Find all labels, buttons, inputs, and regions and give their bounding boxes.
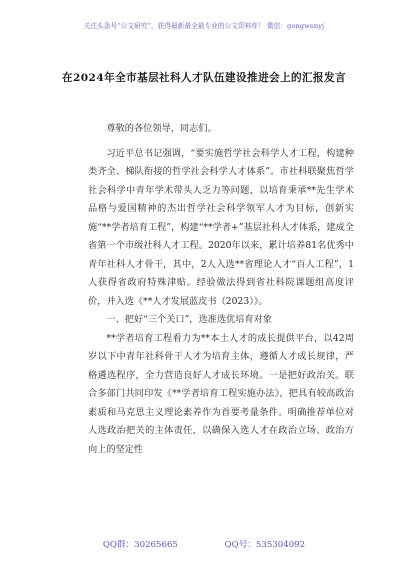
salutation: 尊敬的各位领导，同志们。 xyxy=(106,123,217,134)
section-heading-1: 一、把好“三个关口”，选准选优培育对象 xyxy=(106,314,272,325)
footer-contact xyxy=(0,538,408,550)
paragraph-section-1: **学者培育工程看力为**本土人才的成长提供平台，以42周岁以下中青年社科骨干人才为培育主体，遵循人才成长规律，严格遴选程序，全力营造良好人才成长环境。一是把好政治关。联合多部门共同印发《**学者培育工程实施办法》，把具有较高政治素质和马克思主义理论素养作为首要考量条件。明确推荐单位对人选政治把关的主体责任，以确保入选人才在政治立场、政治方向上的坚定性 xyxy=(88,332,354,455)
document-title: 在2024年全市基层社科人才队伍建设推进会上的汇报发言 xyxy=(62,72,346,84)
document-body xyxy=(88,120,354,459)
top-banner: 关注头条号“公文研究”，获得最新最全最专业的公文资料库！ 微信：gongwenyj xyxy=(83,22,325,30)
footer-qq-group: QQ群：30265665 xyxy=(102,540,178,550)
paragraph-intro: 习近平总书记强调，“要实施哲学社会科学人才工程，构建种类齐全、梯队衔接的哲学社会科学人才体系”。市社科联聚焦哲学社会科学中青年学术带头人乏力等问题，以培育秉承**先生学术品格与爱国精神的杰出哲学社会科学领军人才为目标，创新实施“**学者培育工程”，构建“**学者+”基层社科人才体系，建成全省第一个市级社科人才工程。2020年以来，累计培养81名优秀中青年社科人才骨干，其中，2人入选**省理论人才“百人工程”，1人获得省政府特殊津贴。经验做法得到省社科院课题组高度评价，并入选《**人才发展蓝皮书（2023）》。 xyxy=(88,147,354,307)
footer-qq-number: QQ号：535304092 xyxy=(224,540,306,550)
